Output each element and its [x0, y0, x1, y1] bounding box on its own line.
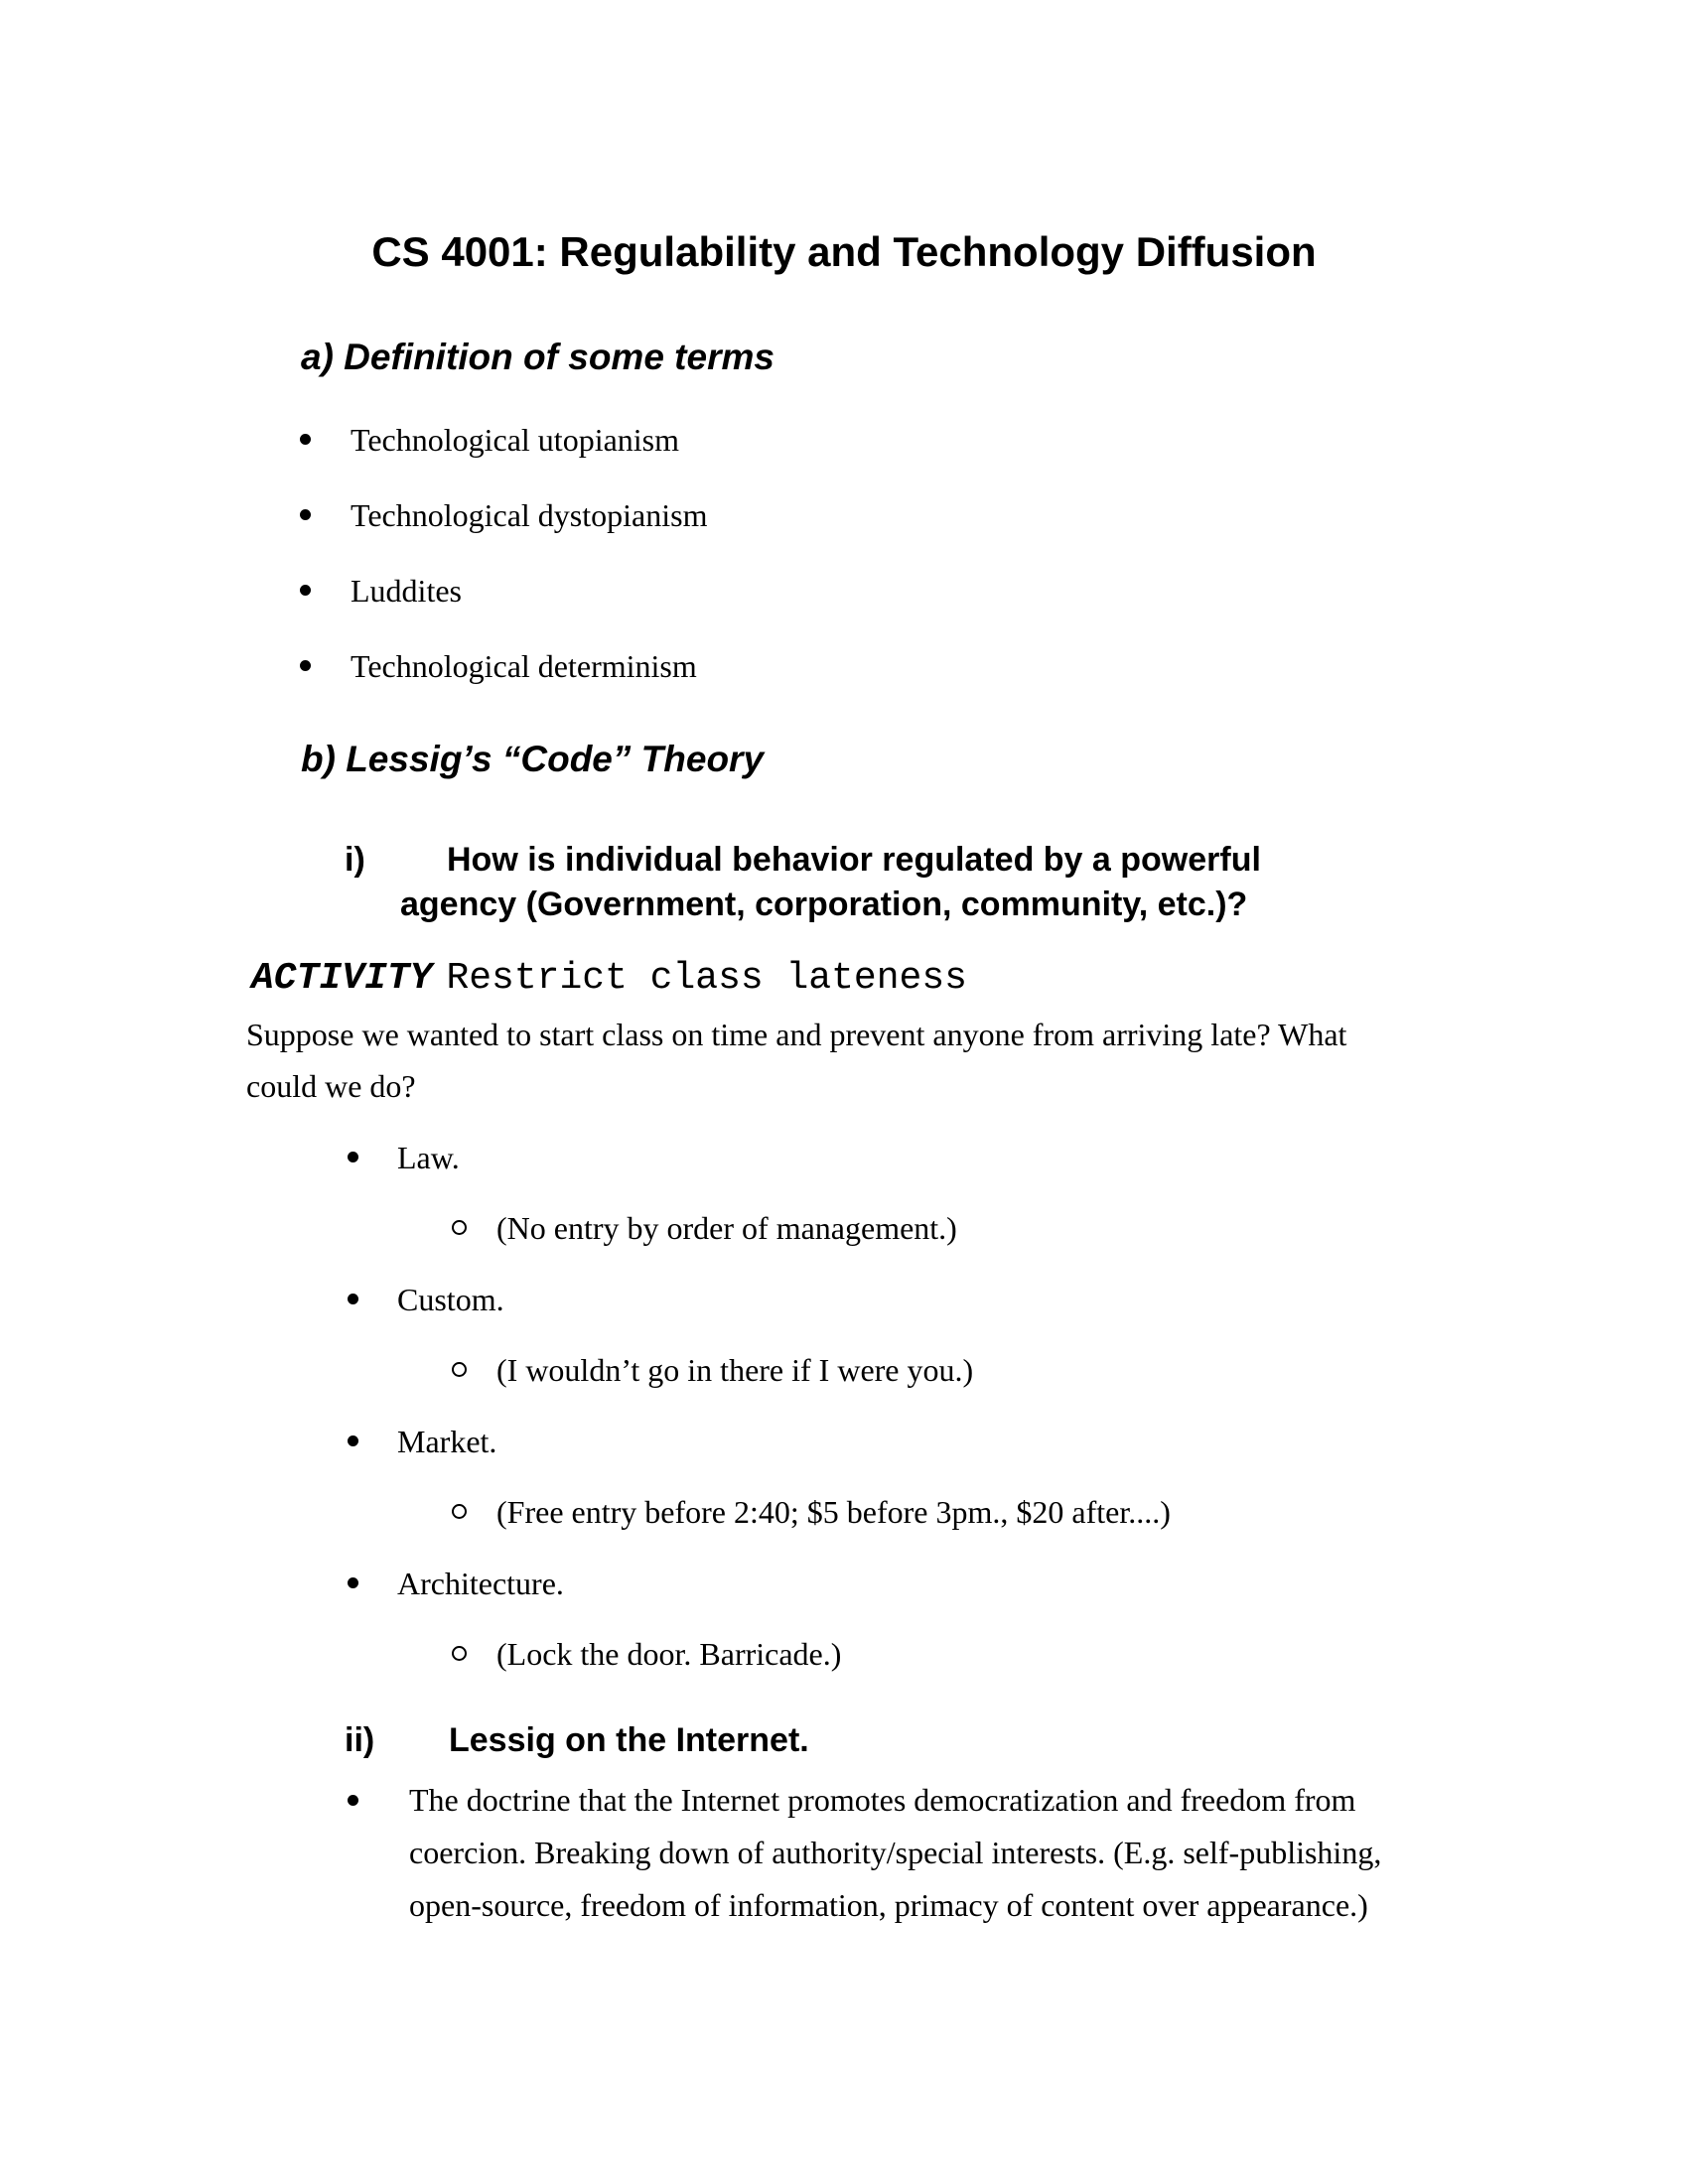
bullet-circle-icon — [452, 1362, 467, 1377]
bullet-dot-icon — [300, 434, 311, 445]
regulator-term: Law. — [397, 1140, 460, 1175]
subsection-i-number: i) — [345, 841, 365, 879]
doctrine-text: The doctrine that the Internet promotes democratization and freedom from coercion. Breaking down of authority/special interests. (E.g. self-publishing, open-source, freedom of information, primacy of content over appearance.) — [409, 1782, 1382, 1923]
definition-terms-list — [298, 422, 707, 724]
bullet-dot-icon — [348, 1577, 358, 1588]
section-a-heading: a) Definition of some terms — [301, 337, 774, 377]
regulator-term: Market. — [397, 1424, 497, 1459]
regulator-example: (I wouldn’t go in there if I were you.) — [496, 1352, 974, 1388]
list-item — [348, 1282, 1171, 1388]
list-item — [298, 648, 707, 684]
subsection-i-title-line2: agency (Government, corporation, community, etc.)? — [400, 886, 1248, 923]
subsection-i-title-line1: How is individual behavior regulated by a powerful — [447, 841, 1261, 879]
regulator-term: Architecture. — [397, 1566, 564, 1601]
bullet-circle-icon — [452, 1504, 467, 1519]
bullet-dot-icon — [348, 1294, 358, 1304]
bullet-dot-icon — [300, 585, 311, 596]
subsection-ii-title: Lessig on the Internet. — [449, 1721, 809, 1759]
list-item — [348, 1566, 1171, 1672]
term-label: Technological utopianism — [351, 422, 680, 458]
regulator-example: (Free entry before 2:40; $5 before 3pm., $20 after....) — [496, 1494, 1171, 1530]
subsection-ii-number: ii) — [345, 1721, 375, 1759]
term-label: Luddites — [351, 573, 462, 609]
bullet-dot-icon — [300, 509, 311, 520]
regulators-list — [348, 1140, 1171, 1707]
list-item — [348, 1424, 1171, 1530]
activity-line — [251, 957, 967, 1000]
list-item — [348, 1140, 1171, 1246]
bullet-dot-icon — [348, 1795, 358, 1806]
term-label: Technological dystopianism — [351, 497, 708, 533]
regulator-example: (No entry by order of management.) — [496, 1210, 957, 1246]
section-b-heading: b) Lessig’s “Code” Theory — [301, 739, 765, 779]
bullet-circle-icon — [452, 1646, 467, 1661]
term-label: Technological determinism — [351, 648, 697, 684]
list-item — [298, 573, 707, 609]
regulator-example: (Lock the door. Barricade.) — [496, 1636, 842, 1672]
activity-prompt: Suppose we wanted to start class on time and prevent anyone from arriving late? What could we do? — [246, 1017, 1347, 1104]
activity-label: ACTIVITY — [251, 957, 433, 1000]
activity-title: Restrict class lateness — [446, 957, 967, 1000]
page-title: CS 4001: Regulability and Technology Diffusion — [371, 228, 1317, 275]
bullet-dot-icon — [348, 1435, 358, 1446]
list-item — [298, 422, 707, 458]
internet-doctrine-bullet — [348, 1774, 1462, 1932]
bullet-dot-icon — [300, 660, 311, 671]
regulator-term: Custom. — [397, 1282, 504, 1317]
bullet-dot-icon — [348, 1152, 358, 1162]
list-item — [298, 497, 707, 533]
bullet-circle-icon — [452, 1220, 467, 1235]
